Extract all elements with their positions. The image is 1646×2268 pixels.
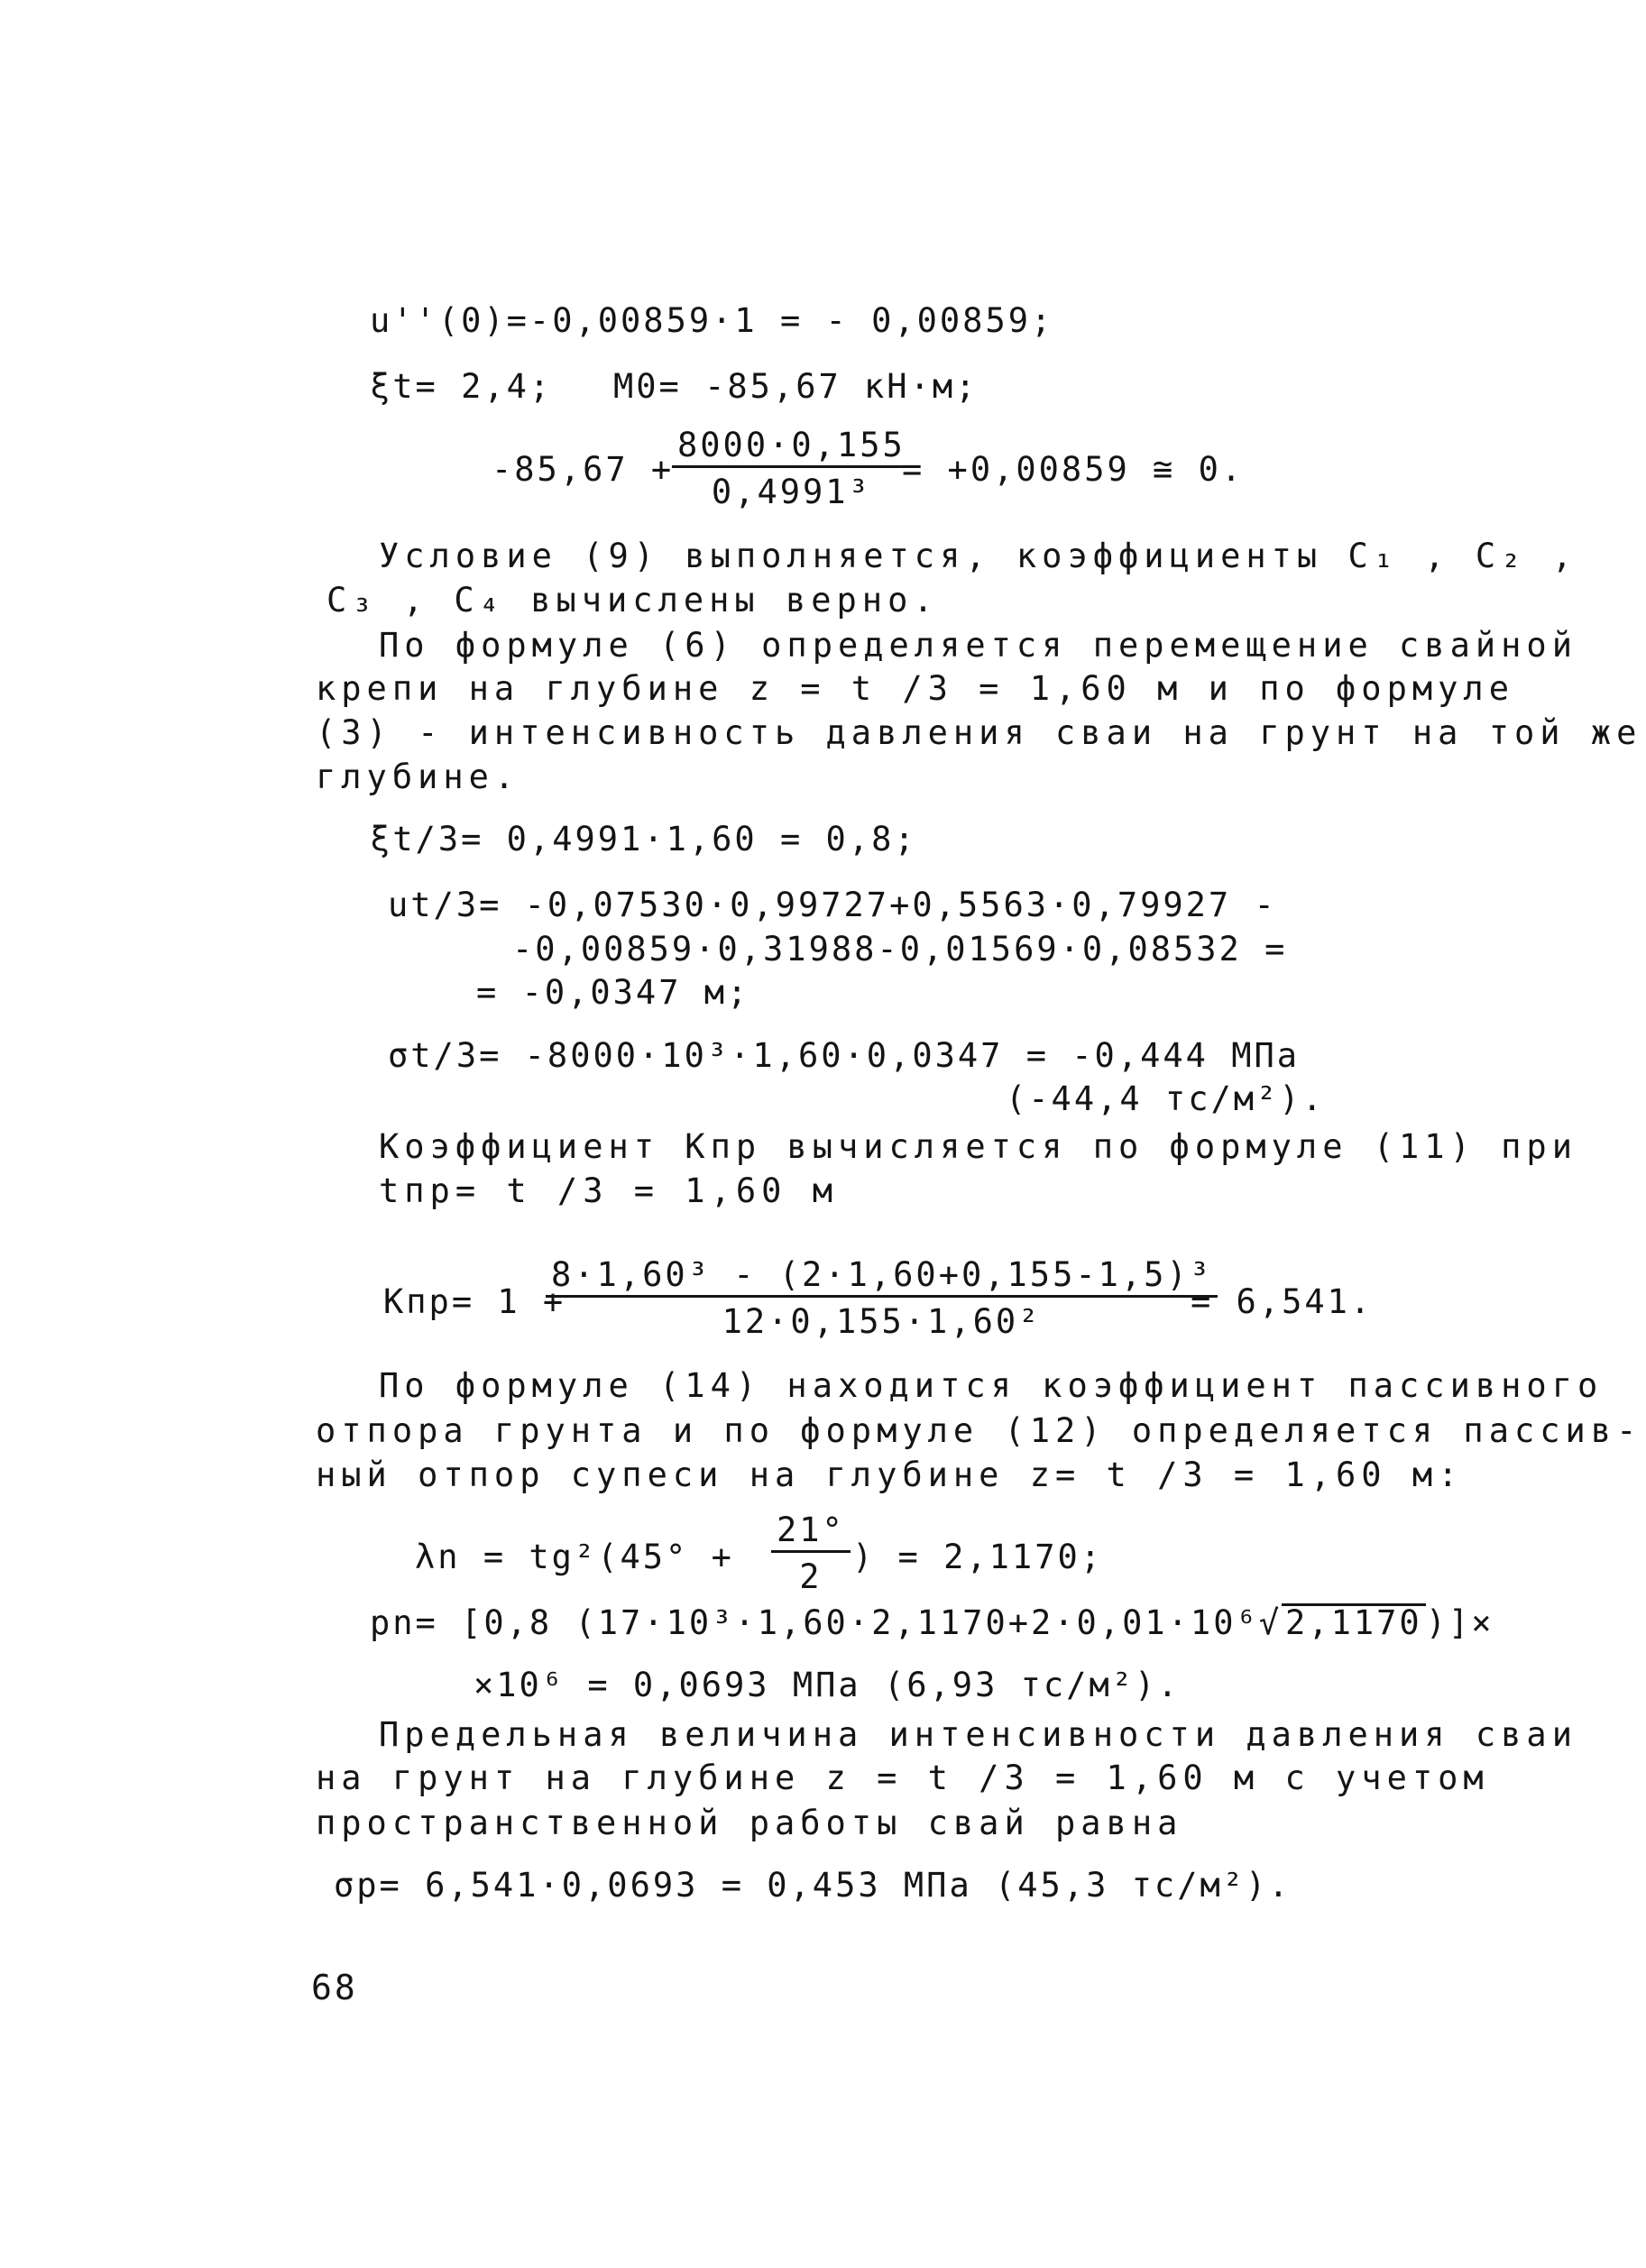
equation-xi-t3: ξt/3= 0,4991·1,60 = 0,8; bbox=[370, 820, 917, 859]
fraction-denominator: 0,4991³ bbox=[711, 473, 871, 511]
equation-check-rhs: = +0,00859 ≅ 0. bbox=[902, 450, 1245, 489]
paragraph-condition-line-2: C₃ , C₄ вычислены верно. bbox=[326, 581, 939, 620]
equation-sigma-p: σp= 6,541·0,0693 = 0,453 МПа (45,3 тс/м²). bbox=[334, 1866, 1292, 1905]
sqrt-radicand: 2,1170 bbox=[1282, 1603, 1426, 1639]
fraction-denominator: 12·0,155·1,60² bbox=[722, 1302, 1042, 1341]
equation-u-t3-line-3: = -0,0347 м; bbox=[476, 973, 750, 1012]
paragraph-passive-line-2: отпора грунта и по формуле (12) определяется пассив- bbox=[316, 1411, 1642, 1450]
fraction-numerator: 21° bbox=[771, 1513, 851, 1553]
sqrt-icon: √ bbox=[1258, 1603, 1283, 1642]
paragraph-limit-line-1: Предельная величина интенсивности давления сваи bbox=[379, 1715, 1577, 1754]
equation-lambda-lhs bbox=[415, 1540, 734, 1574]
paragraph-limit-line-3: пространственной работы свай равна bbox=[316, 1804, 1183, 1842]
equation-moment: M0= -85,67 кН·м; bbox=[613, 367, 979, 406]
paragraph-method-line-4: глубине. bbox=[316, 758, 520, 796]
equation-kpr-lhs: Kпр= 1 + bbox=[383, 1282, 566, 1321]
page-number: 68 bbox=[311, 1968, 358, 2007]
equation-sigma-t3-line-1: σt/3= -8000·10³·1,60·0,0347 = -0,444 МПа bbox=[388, 1036, 1301, 1075]
fraction-numerator: 8000·0,155 bbox=[672, 428, 911, 468]
paragraph-coefficient-line-1: Коэффициент Kпр вычисляется по формуле (11) при bbox=[379, 1127, 1577, 1166]
paragraph-passive-line-1: По формуле (14) находится коэффициент пассивного bbox=[379, 1366, 1604, 1405]
paragraph-limit-line-2: на грунт на глубине z = t /3 = 1,60 м с учетом bbox=[316, 1758, 1489, 1797]
pn-closing: )]× bbox=[1425, 1603, 1494, 1642]
equation-u-t3-line-2: -0,00859·0,31988-0,01569·0,08532 = bbox=[512, 930, 1288, 969]
equation-sigma-t3-line-2: (-44,4 тс/м²). bbox=[1006, 1079, 1325, 1118]
equation-u-t3-line-1: ut/3= -0,07530·0,99727+0,5563·0,79927 - bbox=[388, 886, 1277, 924]
equation-xi-t: ξt= 2,4; bbox=[370, 367, 553, 406]
fraction-denominator: 2 bbox=[799, 1557, 823, 1596]
equation-kpr-fraction bbox=[546, 1255, 1218, 1341]
equation-u-second-derivative: u''(0)=-0,00859·1 = - 0,00859; bbox=[370, 301, 1054, 340]
equation-lambda-fraction bbox=[771, 1510, 851, 1596]
equation-kpr-rhs: = 6,541. bbox=[1191, 1282, 1374, 1321]
paragraph-method-line-2: крепи на глубине z = t /3 = 1,60 м и по формуле bbox=[316, 669, 1514, 708]
fraction-numerator: 8·1,60³ - (2·1,60+0,155-1,5)³ bbox=[546, 1258, 1218, 1298]
equation-lambda-rhs: ) = 2,1170; bbox=[852, 1538, 1104, 1576]
equation-check-lhs: -85,67 + bbox=[492, 450, 675, 489]
equation-check-fraction bbox=[672, 428, 911, 509]
paragraph-coefficient-line-2: tпр= t /3 = 1,60 м bbox=[379, 1171, 838, 1210]
equation-pn-line-2: ×10⁶ = 0,0693 МПа (6,93 тс/м²). bbox=[474, 1666, 1181, 1704]
paragraph-condition-line-1: Условие (9) выполняется, коэффициенты C₁ , C₂ , bbox=[379, 537, 1577, 575]
paragraph-method-line-3: (3) - интенсивность давления сваи на грунт на той же bbox=[316, 713, 1642, 752]
lambda-lhs-text: λn = tg²(45° + bbox=[415, 1538, 734, 1576]
pn-main-text: pn= [0,8 (17·10³·1,60·2,1170+2·0,01·10⁶ bbox=[370, 1603, 1259, 1642]
paragraph-passive-line-3: ный отпор супеси на глубине z= t /3 = 1,60 м: bbox=[316, 1455, 1464, 1494]
paragraph-method-line-1: По формуле (6) определяется перемещение свайной bbox=[379, 626, 1577, 665]
equation-pn-line-1 bbox=[370, 1603, 1494, 1642]
